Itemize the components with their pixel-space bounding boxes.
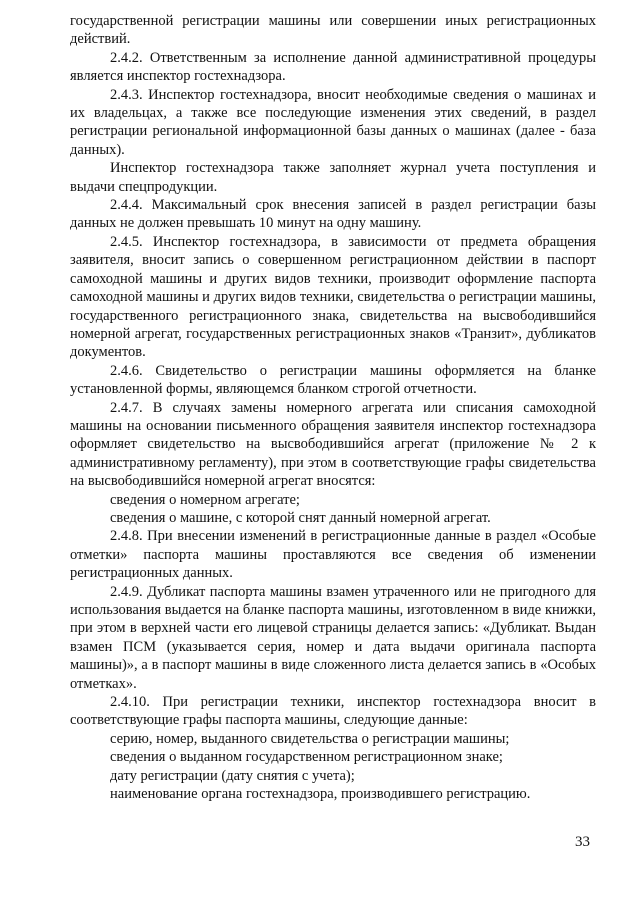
list-item: сведения о выданном государственном регистрационном знаке; (110, 749, 503, 766)
paragraph: 2.4.6. Свидетельство о регистрации машины оформляется на бланке установленной формы, являющемся бланком строгой отчетности. (70, 362, 596, 398)
paragraph: Инспектор гостехнадзора также заполняет журнал учета поступления и выдачи спецпродукции. (70, 160, 596, 195)
body-text (70, 12, 596, 803)
paragraph: 2.4.8. При внесении изменений в регистрационные данные в раздел «Особые отметки» паспорта машины проставляются все сведения об изменении регистрационных данных. (70, 528, 596, 582)
page-number: 33 (575, 834, 590, 850)
list-item: дату регистрации (дату снятия с учета); (110, 767, 355, 784)
list-item: сведения о машине, с которой снят данный номерной агрегат. (110, 509, 491, 526)
paragraph: 2.4.7. В случаях замены номерного агрегата или списания самоходной машины на основании письменного обращения заявителя инспектор гостехнадзора оформляет свидетельство на высвободившийся агрегат (приложение № 2 к административному регламенту), при этом в соответствующие графы свидетельства на высвободившийся номерной агрегат вносятся: (70, 399, 596, 490)
paragraph: 2.4.3. Инспектор гостехнадзора, вносит необходимые сведения о машинах и их владельцах, а также все последующие изменения этих сведений, в раздел регистрации региональной информационной базы данных о машинах (далее - база данных). (70, 86, 596, 158)
list-item: серию, номер, выданного свидетельства о регистрации машины; (110, 730, 510, 747)
paragraph: 2.4.5. Инспектор гостехнадзора, в зависимости от предмета обращения заявителя, вносит запись о совершенном регистрационном действии в паспорт самоходной машины и других видов техники, производит оформление паспорта самоходной машины и других видов техники, свидетельства о регистрации машины, государственного регистрационного знака, свидетельства на высвободившийся номерной агрегат, государственных регистрационных знаков «Транзит», дубликатов документов. (70, 233, 596, 361)
list-item: наименование органа гостехнадзора, производившего регистрацию. (110, 786, 531, 803)
paragraph: 2.4.10. При регистрации техники, инспектор гостехнадзора вносит в соответствующие графы паспорта машины, следующие данные: (70, 694, 596, 729)
paragraph: 2.4.2. Ответственным за исполнение данной административной процедуры является инспектор гостехнадзора. (70, 49, 596, 85)
paragraph: 2.4.4. Максимальный срок внесения записей в раздел регистрации базы данных не должен превышать 10 минут на одну машину. (70, 197, 596, 232)
paragraph: 2.4.9. Дубликат паспорта машины взамен утраченного или не пригодного для использования выдается на бланке паспорта машины, изготовленном в виде книжки, при этом в верхней части его лицевой страницы делается запись: «Дубликат. Выдан взамен ПСМ (указывается серия, номер и дата выдачи оригинала паспорта машины)», а в паспорт машины в виде сложенного листа делается запись в «Особых отметках». (70, 583, 596, 692)
paragraph: государственной регистрации машины или совершении иных регистрационных действий. (70, 13, 596, 48)
list-item: сведения о номерном агрегате; (110, 491, 300, 508)
